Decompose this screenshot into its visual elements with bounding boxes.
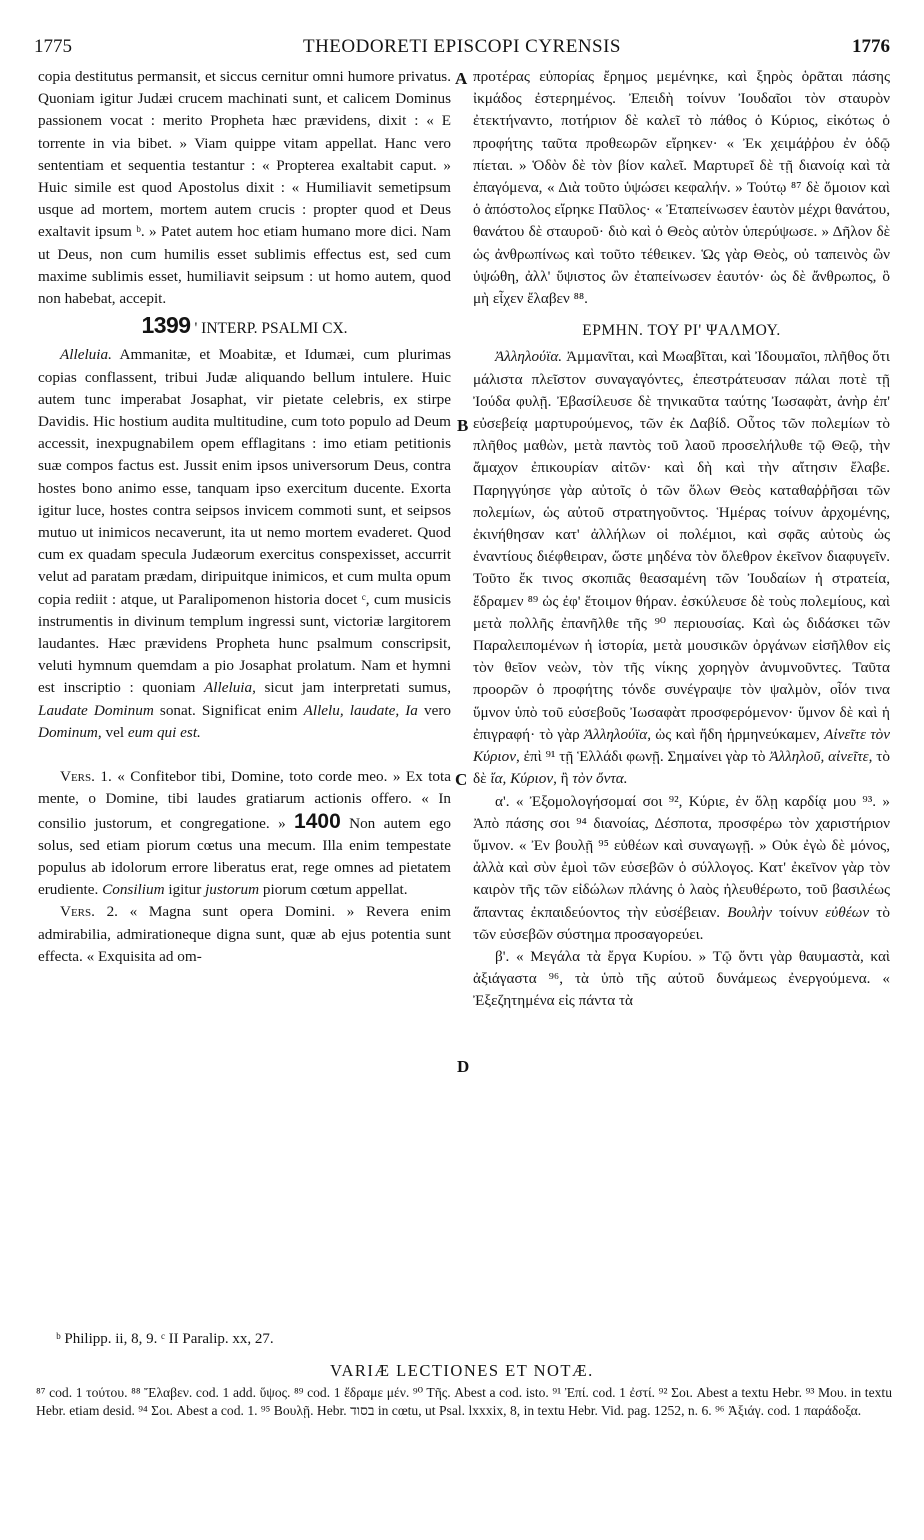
variae-lectiones [36, 1384, 892, 1420]
greek-italic-term: Αἰνεῖτε τὸν Κύριον [473, 725, 890, 766]
latin-italic-term: Alleluia [204, 679, 253, 697]
latin-verse-text: « Magna sunt opera Domini. » Revera enim admirabilia, admirationeque digna sunt, quæ ab ejus potentia sunt effecta. « Exquisita ad om- [38, 903, 451, 965]
latin-paragraph-text: Ammanitæ, et Moabitæ, et Idumæi, cum plurimas copias conflassent, tribui Judæ aliquando bellum intulere. Huic autem tunc imperabat Josaphat, vir pietate celebris, ex stirpe Davidis. Hic hostium audita multitudine, cum toto populo ad Deum accessit, inexpugnabilem opem efflagitans : imo etiam petitionis suæ compos factus est. Jussit enim ipsos universorum Deus, contra hostes bono animo esse, tanquam ipso exercitum ducente. Exorta igitur luce, hostes contra seipsos invicem commoti sunt, et seipsos mutuo ut inimicos necaverunt, ita ut nemo mortem evaderet. Quod cum ex quadam specula Judæorum exercitus conspexisset, accurrit velut ad paratam prædam, diripuitque inimicos, et cum multa opum copia rediit : atque, ut Paralipomenon historia docet ᶜ, cum musicis instrumentis in divinum templum ingressi sunt, victoriæ largitorem laudantes. Hæc prævidens Propheta hunc psalmum conscripsit, veluti hymnum quemdam a pio Josaphat prolatum. Nam et hymni est inscriptio : quoniam [38, 346, 451, 697]
running-header [34, 36, 890, 62]
variae-text: ⁸⁷ cod. 1 τούτου. ⁸⁸ Ἔλαβεν. cod. 1 add. ὕψος. ⁸⁹ cod. 1 ἔδραμε μέν. ⁹⁰ Τῆς. Abest a cod. isto. ⁹¹ Ἐπί. cod. 1 ἐστί. ⁹² Σοι. Abest a textu Hebr. ⁹³ Μου. in textu Hebr. etiam desid. ⁹⁴ Σοι. Abest a cod. 1. ⁹⁵ Βουλῇ. Hebr. בסוד in cœtu, ut Psal. lxxxix, 8, in textu Hebr. Vid. pag. 1252, n. 6. ⁹⁶ Ἀξιάγ. cod. 1 παράδοξα. [36, 1385, 892, 1418]
greek-italic-term: Ἀλληλούϊα [583, 725, 648, 743]
greek-paragraph-text: , ὡς καὶ ἤδη ἡρμηνεύκαμεν, [647, 725, 825, 743]
right-page-number: 1776 [852, 36, 890, 57]
latin-italic-term: justorum [205, 881, 260, 899]
margin-letter-d: D [457, 1057, 470, 1076]
latin-lead-word: Alleluia. [60, 346, 112, 364]
greek-intro-paragraph: προτέρας εὐπορίας ἔρημος μεμένηκε, καὶ ξηρὸς ὁρᾶται πάσης ἰκμάδος ἐστερημένος. Ἐπειδὴ τοίνυν Ἰουδαῖοι τὸν σταυρὸν ἐτεκτήναντο, ποτήριον δὲ καλεῖ τὸ πάθος ὁ Κύριος, εἰκότως ὁ προφήτης ταῦτα προθεωρῶν εἴρηκεν· « Ἐκ χειμάῤῥου ἐν ὁδῷ πίεται. » Ὁδὸν δὲ τὸν βίον καλεῖ. Μαρτυρεῖ δὲ τῇ διανοίᾳ καὶ τὰ ἐπαγόμενα, « Διὰ τοῦτο ὑψώσει κεφαλήν. » Τούτῳ ⁸⁷ δὲ ὅμοιον καὶ ὁ ἀπόστολος εἴρηκε Παῦλος· « Ἐταπείνωσεν ἑαυτὸν μέχρι θανάτου, θανάτου δὲ σταυροῦ· διὸ καὶ ὁ Θεὸς αὐτὸν ὑπερύψωσε. » Δῆλον δὲ ὡς ἀνθρωπίνως καὶ τοῦτο τέθεικεν. Ὡς γὰρ Θεὸς, οὐ ταπεινὸς ὢν ὑψώθη, ἀλλ' ὕψιστος ὢν ἐταπείνωσεν ἑαυτόν· ὡς δὲ ἄνθρωπος, ὃ μὴ εἶχεν ἔλαβεν ⁸⁸. [473, 68, 890, 308]
greek-italic-term: ἴα, Κύριον [490, 770, 554, 788]
latin-section-number: 1399 [141, 312, 191, 339]
margin-letter-a: A [455, 69, 468, 88]
greek-italic-term: Βουλὴν [727, 903, 772, 921]
latin-intro-paragraph: copia destitutus permansit, et siccus cernitur omni humore privatus. Quoniam igitur Judæi crucem machinati sunt, et calicem Dominus passionem vocat : merito Propheta hæc prævidens, dixit : « E torrente in via bibet. » Viam quippe vitam appellat. Hanc vero sententiam et sequentia testantur : « Propterea exaltabit caput. » Huic simile est quod Apostolus dixit : « Humiliavit semetipsum usque ad mortem, mortem autem crucis : propter quod et Deus exaltavit ipsum ᵇ. » Patet autem hoc etiam humano more dici. Nam ut Deus, non cum humilis esset sublimis effectus est, sed cum maxime sublimis esset, humiliavit seipsum : ut homo autem, quod non habebat, accepit. [38, 68, 451, 308]
greek-verse-text: α'. « Ἐξομολογήσομαί σοι ⁹², Κύριε, ἐν ὅλῃ καρδίᾳ μου ⁹³. » Ἀπὸ πάσης σοι ⁹⁴ διανοίας, Δέσποτα, προσφέρω τὸν χαριστήριον ὕμνον. « Ἐν βουλῇ ⁹⁵ εὐθέων καὶ συναγωγῇ. » Οὐκ ἐγὼ δὲ μόνος, ἀλλὰ καὶ σὺν ἐμοὶ τῶν εὐσεβῶν ὁ σύλλογος. Κατ' ἐκεῖνον γὰρ τὸν καιρὸν τῆς τῶν εἰδώλων πλάνης ὁ λαὸς ἠλευθέρωτο, τοῦ βασιλέως ἅπαντας ἐκπαιδεύοντος τὴν εὐσέβειαν. [473, 792, 890, 921]
latin-section-heading [38, 314, 451, 340]
greek-lead-word: Ἀλληλούϊα. [495, 348, 563, 366]
margin-letter-b: B [457, 416, 469, 435]
verse-label: Vers. 2. [60, 903, 118, 921]
latin-italic-term: eum qui est. [127, 723, 201, 741]
latin-paragraph-text: sonat. Significat enim [153, 701, 304, 719]
greek-verse-text: τὸ τῶν εὐσεβῶν σύστημα προσαγορεύει. [473, 903, 890, 943]
verse-label: Vers. 1. [60, 768, 112, 786]
latin-verse-text: Non autem ego solus, sed etiam piorum cœtus una mecum. Illa enim tempestate populus ab idolorum errore liberatus erat, rege omnes ad pietatem erudiente. [38, 814, 451, 899]
latin-paragraph-text: , sicut jam interpretati sumus, [252, 679, 452, 697]
greek-paragraph-text: , ἐπὶ ⁹¹ τῇ Ἑλλάδι φωνῇ. Σημαίνει γὰρ τὸ [515, 748, 770, 766]
greek-paragraph-text: , ἢ [553, 770, 573, 788]
latin-verse-text: igitur [164, 881, 206, 899]
latin-column [38, 66, 451, 968]
greek-italic-term: εὐθέων [825, 903, 870, 921]
latin-italic-term: Laudate Dominum [38, 701, 154, 719]
greek-verse-1 [473, 791, 890, 946]
latin-verse-text: piorum cœtum appellat. [259, 881, 408, 899]
greek-paragraph-1 [473, 346, 890, 790]
margin-letter-c: C [455, 770, 468, 789]
latin-paragraph-text: vero [417, 701, 451, 719]
latin-italic-term: Allelu, laudate, Ia [303, 701, 418, 719]
greek-section-title: ΕΡΜΗΝ. ΤΟΥ ΡΙ' ΨΑΛΜΟΥ. [582, 322, 781, 340]
greek-paragraph-text: Ἀμμανῖται, καὶ Μωαβῖται, καὶ Ἰδουμαῖοι, πλῆθος ὅτι μάλιστα πλεῖστον συναγαγόντες, ἐπεστράτευσαν πάλαι ποτὲ τῇ Ἰούδα φυλῇ. Ἐβασίλευσε δὲ τηνικαῦτα ταύτης Ἰωσαφὰτ, ἀνὴρ ἐπ' εὐσεβείᾳ μαρτυρούμενος, τῶν ἐκ Δαβίδ. Οὗτος τῶν πολεμίων τὸ πλῆθος μαθὼν, μετὰ παντὸς τοῦ λαοῦ προσελήλυθε τῷ Θεῷ, τὴν ἄμαχον ἐπικουρίαν αἰτῶν· καὶ δὴ καὶ τὴν αἴτησιν ἔλαβε. Παρηγγύησε γὰρ αὐτοῖς ὁ τῶν ὅλων Θεὸς καταθαῤῥῆσαι τῶν πολεμίων, ὡς αὐτοῦ στρατηγοῦντος. Ἡμέρας τοίνυν ἀρχομένης, ἐκινήθησαν κατ' ἀλλήλων οἱ πολέμιοι, καὶ σφᾶς αὐτοὺς ὡς ἐναντίους διέφθειραν, ὥστε μηδένα τὸν ὄλεθρον ἐκεῖνον διαφυγεῖν. Τοῦτο ἔκ τινος σκοπιᾶς θεασαμένη τῶν Ἰουδαίων ἡ στρατεία, ἔδραμεν ⁸⁹ ὡς ἐφ' ἕτοιμον θήραν. ἐσκύλευσε δὲ τοὺς πολεμίους, καὶ μετὰ πολλῆς ἐπανῆλθε τῆς ⁹⁰ περιουσίας. Καὶ ὡς διδάσκει τῶν Παραλειπομένων ἡ ἱστορία, μετὰ μουσικῶν ὀργάνων εἰσῆλθον εἰς τὸν θεῖον νεὼν, τὸν τῆς νίκης χορηγὸν ἀνυμνοῦντες. Ταῦτα προορῶν ὁ προφήτης τόνδε συνέγραψε τὸν ψαλμὸν, οἷόν τινα ὕμνον ὑπὸ τοῦ εὐσεβοῦς Ἰωσαφὰτ προσφερόμενον· ὕμνον δὲ καὶ ἡ ἐπιγραφή· τὸ γὰρ [473, 348, 890, 743]
footnotes: ᵇ Philipp. ii, 8, 9. ᶜ II Paralip. xx, 27. [56, 1331, 274, 1347]
greek-column [473, 66, 890, 1013]
latin-italic-term: Dominum [38, 723, 98, 741]
latin-italic-term: Consilium [102, 881, 165, 899]
greek-verse-text: τοίνυν [771, 903, 826, 921]
greek-italic-term: Ἀλληλοῦ, αἰνεῖτε [769, 748, 869, 766]
greek-italic-term: τὸν ὄντα. [572, 770, 628, 788]
inline-section-number: 1400 [294, 809, 341, 833]
variae-heading: VARIÆ LECTIONES ET NOTÆ. [330, 1361, 594, 1380]
greek-paragraph-text: , τὸ δὲ [473, 748, 890, 788]
latin-verse-2 [38, 901, 451, 968]
latin-verse-1 [38, 766, 451, 901]
left-page-number: 1775 [34, 36, 72, 57]
latin-verse-text: « Confitebor tibi, Domine, toto corde meo. » Ex tota mente, o Domine, tibi laudes gratiarum actionis offero. « In consilio justorum, et congregatione. » [38, 768, 451, 832]
running-title: THEODORETI EPISCOPI CYRENSIS [302, 36, 622, 57]
latin-paragraph-text: , vel [97, 723, 128, 741]
latin-paragraph-1 [38, 344, 451, 744]
greek-verse-2: β'. « Μεγάλα τὰ ἔργα Κυρίου. » Τῷ ὄντι γὰρ θαυμαστὰ, καὶ ἀξιάγαστα ⁹⁶, τὰ ὑπὸ τῆς αὐτοῦ δυνάμεως ἐνεργούμενα. « Ἐξεζητημένα εἰς πάντα τὰ [473, 947, 890, 1010]
latin-section-title: ' INTERP. PSALMI CX. [194, 320, 348, 338]
